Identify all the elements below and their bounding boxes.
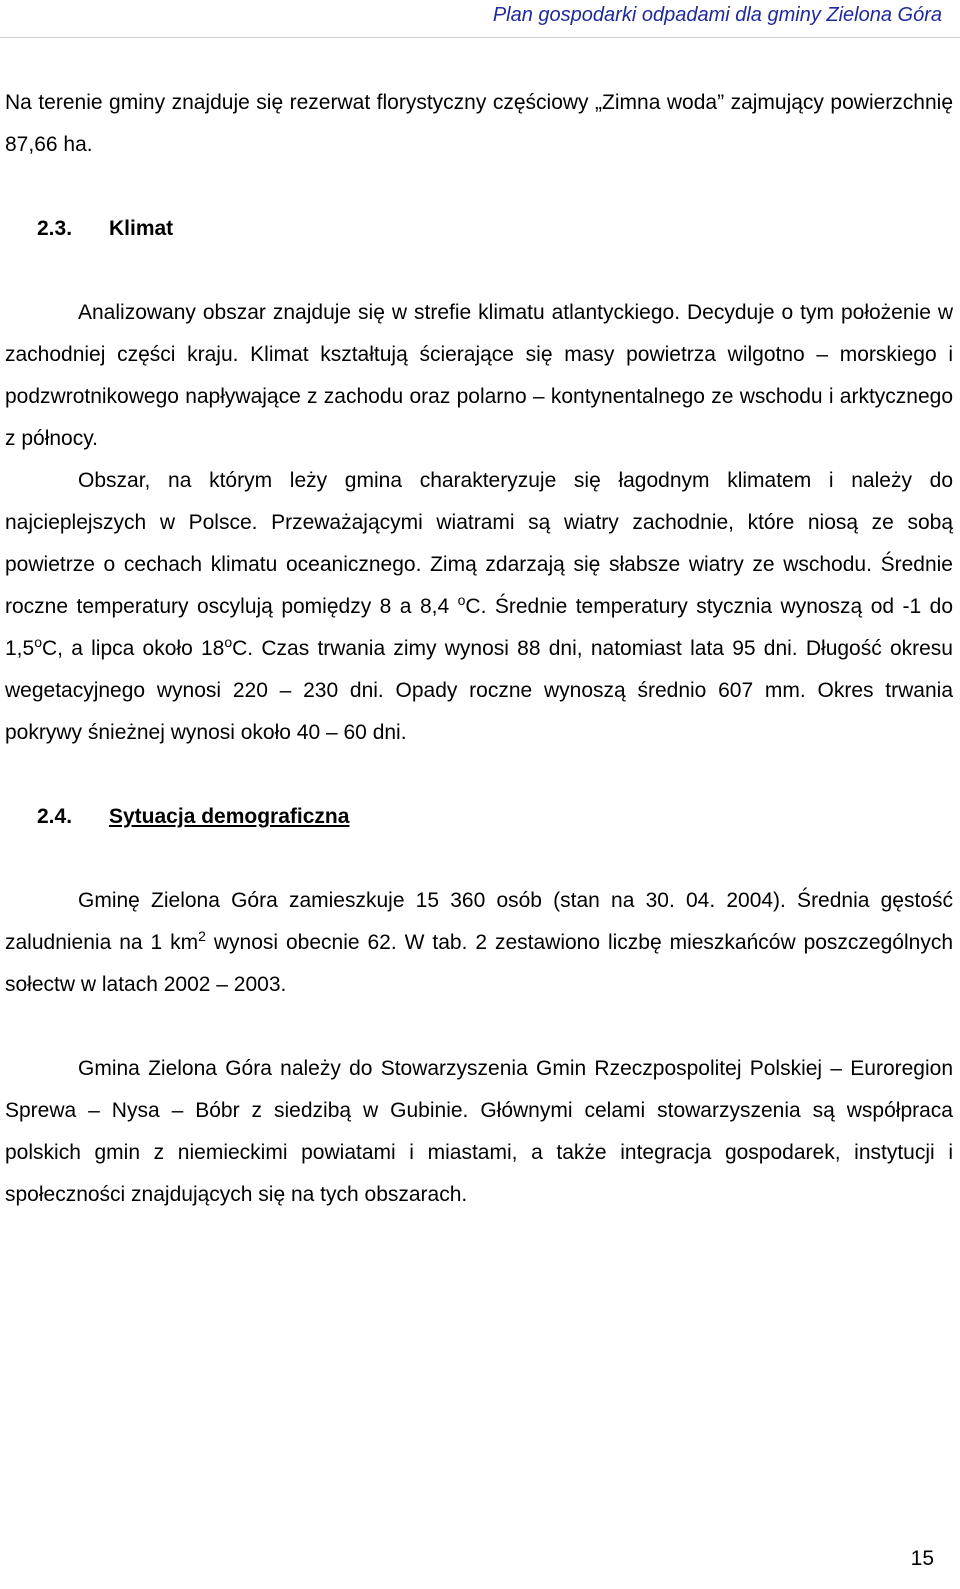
spacer	[5, 754, 953, 796]
text-run: C. Czas trwania zimy wynosi 88 dni, natomiast lata 95 dni. Długość okresu wegetacyjnego wynosi 220 – 230 dni. Opady roczne wynoszą średnio 607 mm. Okres trwania pokrywy śnieżnej wynosi około 40 – 60 dni.	[5, 637, 953, 744]
demography-paragraph-2: Gmina Zielona Góra należy do Stowarzyszenia Gmin Rzeczpospolitej Polskiej – Euroregion Sprewa – Nysa – Bóbr z siedzibą w Gubinie. Głównymi celami stowarzyszenia są współpraca polskich gmin z niemieckimi powiatami i miastami, a także integracja gospodarek, instytucji i społeczności znajdujących się na tych obszarach.	[5, 1057, 953, 1206]
intro-paragraph: Na terenie gminy znajduje się rezerwat florystyczny częściowy „Zimna woda” zajmujący powierzchnię 87,66 ha.	[5, 91, 953, 156]
spacer	[5, 1006, 953, 1048]
section-number: 2.4.	[37, 805, 73, 828]
spacer	[5, 838, 953, 880]
section-heading-demography	[5, 796, 953, 838]
demography-paragraph-1	[5, 880, 953, 1006]
text-run: wynosi obecnie 62. W tab. 2 zestawiono liczbę mieszkańców poszczególnych sołectw w latach 2002 – 2003.	[5, 931, 953, 996]
running-header: Plan gospodarki odpadami dla gminy Zielona Góra	[492, 4, 942, 26]
climate-paragraph-2	[5, 460, 953, 754]
section-heading-climate	[5, 208, 953, 250]
section-title: Klimat	[109, 217, 174, 240]
text-run: Obszar, na którym leży gmina charakteryzuje się łagodnym klimatem i należy do najcieplejszych w Polsce. Przeważającymi wiatrami są wiatry zachodnie, które niosą ze sobą powietrze o cechach klimatu oceanicznego. Zimą zdarzają się słabsze wiatry ze wschodu. Średnie roczne temperatury oscylują pomiędzy 8 a 8,4	[5, 469, 953, 618]
degree-superscript: o	[34, 634, 42, 650]
degree-superscript: o	[457, 592, 466, 608]
text-run: C. Średnie temperatury stycznia wynoszą od -1 do 1,5	[5, 595, 954, 660]
document-body	[5, 82, 953, 1216]
page-number: 15	[910, 1547, 934, 1570]
text-run: C, a lipca około 18	[42, 637, 225, 660]
section-number: 2.3.	[37, 217, 73, 240]
spacer	[5, 166, 953, 208]
degree-superscript: o	[224, 634, 233, 650]
km-superscript: 2	[198, 928, 206, 944]
text-run: Gminę Zielona Góra zamieszkuje 15 360 osób (stan na 30. 04. 2004). Średnia gęstość zaludnienia na 1 km	[5, 889, 953, 954]
spacer	[5, 250, 953, 292]
climate-paragraph-1: Analizowany obszar znajduje się w strefie klimatu atlantyckiego. Decyduje o tym położenie w zachodniej części kraju. Klimat kształtują ścierające się masy powietrza wilgotno – morskiego i podzwrotnikowego napływające z zachodu oraz polarno – kontynentalnego ze wschodu i arktycznego z północy.	[5, 301, 953, 450]
section-title: Sytuacja demograficzna	[109, 805, 350, 828]
header-divider	[0, 37, 960, 38]
